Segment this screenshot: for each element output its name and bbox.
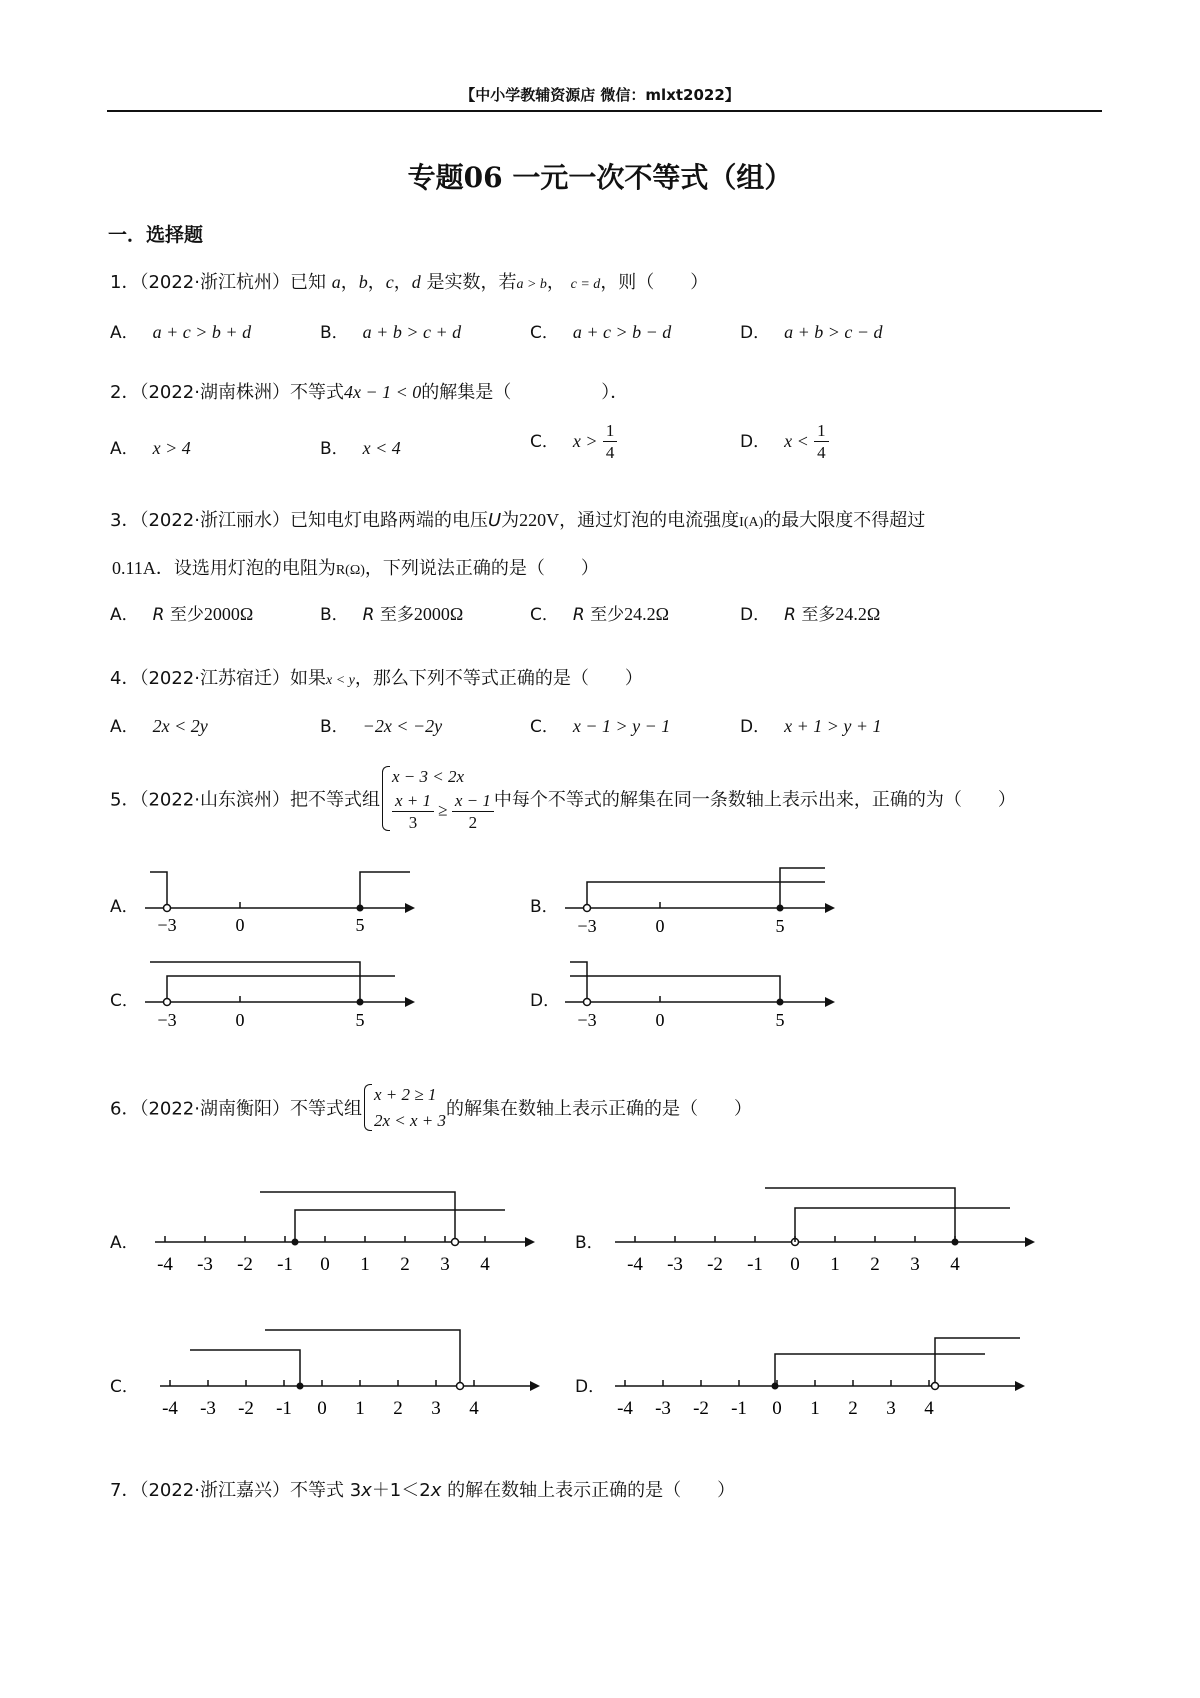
tick-label: 2 [400, 1254, 410, 1275]
tick-label: 1 [360, 1254, 370, 1275]
q5-option-b-numberline[interactable] [560, 862, 840, 942]
tick-label: 3 [431, 1398, 441, 1419]
q5-option-c-label[interactable]: C． [110, 991, 139, 1011]
tick-label: -1 [747, 1254, 763, 1275]
tick-label: −3 [157, 1010, 177, 1030]
tick-label: 0 [655, 1010, 665, 1030]
tick-label: 5 [355, 1010, 365, 1030]
tick-label: 5 [355, 915, 365, 935]
q5-inequality-system: x − 3 < 2x $\frac{x + 1}{3}$ ≥ $\frac{x - 1}{2}$ [380, 764, 494, 833]
q5-option-d-numberline[interactable] [560, 956, 840, 1036]
tick-label: -3 [667, 1254, 683, 1275]
tick-label: −3 [157, 915, 177, 935]
question-7: 7．（2022·浙江嘉兴）不等式 3x＋1＜2x 的解在数轴上表示正确的是（ ） [110, 1480, 736, 1501]
q6-inequality-system: x + 2 ≥ 1 2x < x + 3 [362, 1082, 446, 1133]
tick-label: -1 [276, 1398, 292, 1419]
q2-option-a[interactable]: A． x > 4 [110, 438, 191, 459]
tick-label: 5 [775, 1010, 785, 1030]
tick-label: -2 [237, 1254, 253, 1275]
question-3-line-1: 3．（2022·浙江丽水）已知电灯电路两端的电压U为220V，通过灯泡的电流强度I(A)的最大限度不得超过 [110, 510, 926, 531]
tick-label: −3 [577, 916, 597, 936]
tick-label: 0 [320, 1254, 330, 1275]
tick-label: -4 [162, 1398, 178, 1419]
q6-option-a-numberline[interactable] [150, 1180, 540, 1280]
page-title: 专题06 一元一次不等式（组） [407, 161, 793, 194]
tick-label: 1 [810, 1398, 820, 1419]
tick-label: −3 [577, 1010, 597, 1030]
q6-option-a-label[interactable]: A． [110, 1233, 139, 1253]
section-heading: 一．选择题 [108, 224, 204, 246]
tick-label: -3 [200, 1398, 216, 1419]
tick-label: -2 [707, 1254, 723, 1275]
q2-option-b[interactable]: B． x < 4 [320, 438, 401, 459]
tick-label: 3 [910, 1254, 920, 1275]
tick-label: 0 [235, 915, 245, 935]
tick-label: -1 [731, 1398, 747, 1419]
tick-label: -2 [693, 1398, 709, 1419]
q5-option-a-label[interactable]: A． [110, 897, 139, 917]
q6-option-d-label[interactable]: D． [575, 1377, 606, 1397]
q6-option-b-label[interactable]: B． [575, 1233, 604, 1253]
q3-option-c[interactable]: C． R 至少24.2Ω [530, 604, 669, 625]
q4-option-c[interactable]: C． x − 1 > y − 1 [530, 716, 671, 737]
q3-option-d[interactable]: D． R 至多24.2Ω [740, 604, 881, 625]
tick-label: -4 [157, 1254, 173, 1275]
q6-option-b-numberline[interactable] [610, 1180, 1040, 1280]
q1-option-c[interactable]: C． a + c > b − d [530, 322, 672, 343]
q6-option-c-label[interactable]: C． [110, 1377, 139, 1397]
tick-label: 0 [790, 1254, 800, 1275]
q5-option-c-numberline[interactable] [140, 956, 420, 1036]
q1-option-d[interactable]: D． a + b > c − d [740, 322, 883, 343]
tick-label: 3 [440, 1254, 450, 1275]
q5-option-a-numberline[interactable] [140, 868, 420, 938]
q3-option-a[interactable]: A． R 至少2000Ω [110, 604, 254, 625]
tick-label: 5 [775, 916, 785, 936]
q4-option-a[interactable]: A． 2x < 2y [110, 716, 208, 737]
q1-option-a[interactable]: A． a + c > b + d [110, 322, 252, 343]
q6-option-d-numberline[interactable] [610, 1320, 1040, 1430]
tick-label: 3 [886, 1398, 896, 1419]
q5-option-d-label[interactable]: D． [530, 991, 561, 1011]
q4-option-d[interactable]: D． x + 1 > y + 1 [740, 716, 882, 737]
q3-option-b[interactable]: B． R 至多2000Ω [320, 604, 464, 625]
tick-label: 0 [317, 1398, 327, 1419]
q1-option-b[interactable]: B． a + b > c + d [320, 322, 462, 343]
tick-label: 1 [355, 1398, 365, 1419]
tick-label: -3 [655, 1398, 671, 1419]
tick-label: 2 [848, 1398, 858, 1419]
tick-label: -4 [627, 1254, 643, 1275]
tick-label: 0 [772, 1398, 782, 1419]
tick-label: 4 [950, 1254, 960, 1275]
tick-label: 2 [393, 1398, 403, 1419]
tick-label: -3 [197, 1254, 213, 1275]
tick-label: 4 [469, 1398, 479, 1419]
question-6: 6．（2022·湖南衡阳）不等式组 x + 2 ≥ 1 2x < x + 3 的解集在数轴上表示正确的是（ ） [110, 1082, 752, 1133]
tick-label: 4 [480, 1254, 490, 1275]
tick-label: 1 [830, 1254, 840, 1275]
page-header: 【中小学教辅资源店 微信：mlxt2022】 [460, 86, 740, 104]
q6-option-c-numberline[interactable] [155, 1320, 545, 1430]
tick-label: -4 [617, 1398, 633, 1419]
tick-label: 0 [655, 916, 665, 936]
tick-label: 2 [870, 1254, 880, 1275]
question-2: 2．（2022·湖南株洲）不等式4x − 1 < 0的解集是（ ）． [110, 382, 629, 403]
q4-option-b[interactable]: B． −2x < −2y [320, 716, 443, 737]
question-5: 5．（2022·山东滨州）把不等式组 x − 3 < 2x $\frac{x + 1}{3}$ ≥ $\frac{x - 1}{2}$ 中每个不等式的解集在同一条数轴上表示出来，正确的为（ ） [110, 764, 1016, 833]
header-divider [107, 110, 1102, 112]
q2-option-d[interactable]: D． x < $\frac{1}{4}$ [740, 420, 829, 464]
tick-label: -2 [238, 1398, 254, 1419]
tick-label: 0 [235, 1010, 245, 1030]
question-4: 4．（2022·江苏宿迁）如果x < y，那么下列不等式正确的是（ ） [110, 668, 643, 689]
question-1: 1．（2022·浙江杭州）已知 a，b，c，d 是实数，若a > b， c = d，则（ ） [110, 272, 709, 293]
q5-option-b-label[interactable]: B． [530, 897, 559, 917]
q2-option-c[interactable]: C． x > $\frac{1}{4}$ [530, 420, 617, 464]
question-3-line-2: 0.11A．设选用灯泡的电阻为R(Ω)，下列说法正确的是（ ） [112, 558, 599, 579]
tick-label: -1 [277, 1254, 293, 1275]
tick-label: 4 [924, 1398, 934, 1419]
